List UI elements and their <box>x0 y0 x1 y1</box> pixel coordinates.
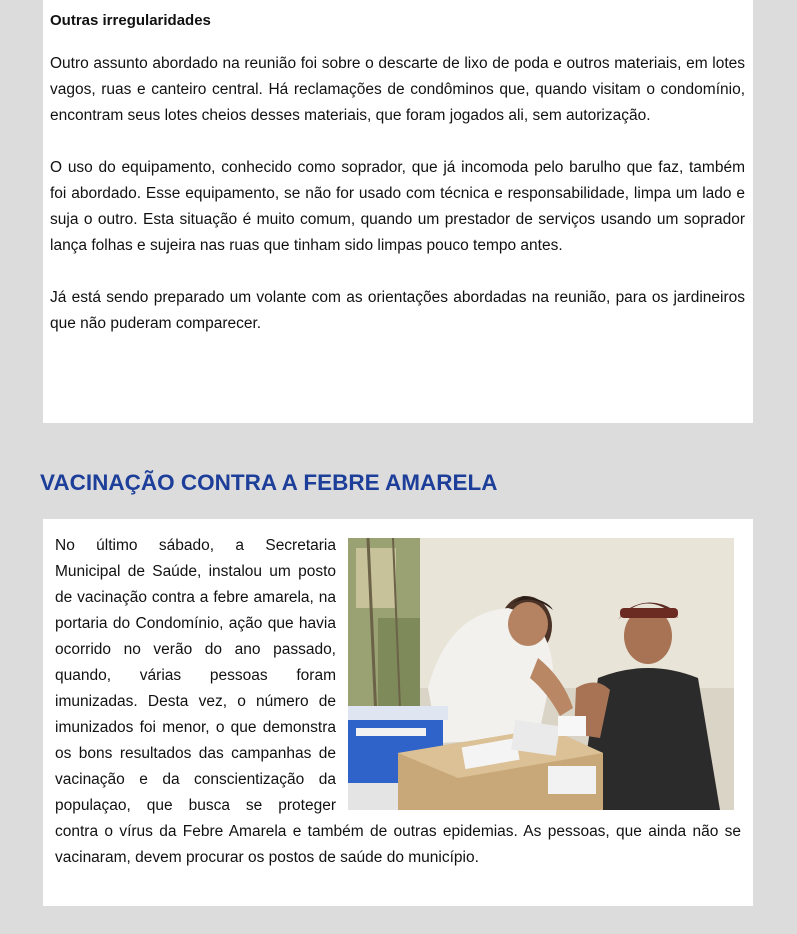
article-paragraph: Já está sendo preparado um volante com as orientações abordadas na reunião, para os jardineiros que não puderam comparecer. <box>50 289 745 332</box>
article-card-vacinacao <box>43 519 753 906</box>
article-paragraph: Outro assunto abordado na reunião foi sobre o descarte de lixo de poda e outros materiais, em lotes vagos, ruas e canteiro central. Há reclamações de condôminos que, quando visitam o condomínio, encontram seus lotes cheios desses materiais, que foram jogados ali, sem autorização. <box>50 55 745 124</box>
section-title: VACINAÇÃO CONTRA A FEBRE AMARELA <box>40 470 498 495</box>
vaccination-photo <box>348 538 734 810</box>
article-card-irregularidades <box>43 0 753 423</box>
vaccination-article-text: No último sábado, a Secretaria Municipal de Saúde, instalou um posto de vacinação contra a febre amarela, na portaria do Condomínio, ação que havia ocorrido no verão do ano passado, quando, várias pessoas foram imunizadas. Desta vez, o número de imunizados foi menor, o que demonstra os bons resultados das campanhas de vacinação e da conscientização da populaçao, que busca se proteger contra o vírus da Febre Amarela e também de outras epidemias. As pessoas, que ainda não se vacinaram, devem procurar os postos de saúde do município. <box>55 537 741 866</box>
vaccination-photo-drawing <box>348 538 734 810</box>
section-subheading: Outras irregularidades <box>50 12 211 29</box>
article-paragraph: O uso do equipamento, conhecido como soprador, que já incomoda pelo barulho que faz, também foi abordado. Esse equipamento, se não for usado com técnica e responsabilidade, limpa um lado e suja o outro. Esta situação é muito comum, quando um prestador de serviços usando um soprador lança folhas e sujeira nas ruas que tinham sido limpas pouco tempo antes. <box>50 159 745 254</box>
